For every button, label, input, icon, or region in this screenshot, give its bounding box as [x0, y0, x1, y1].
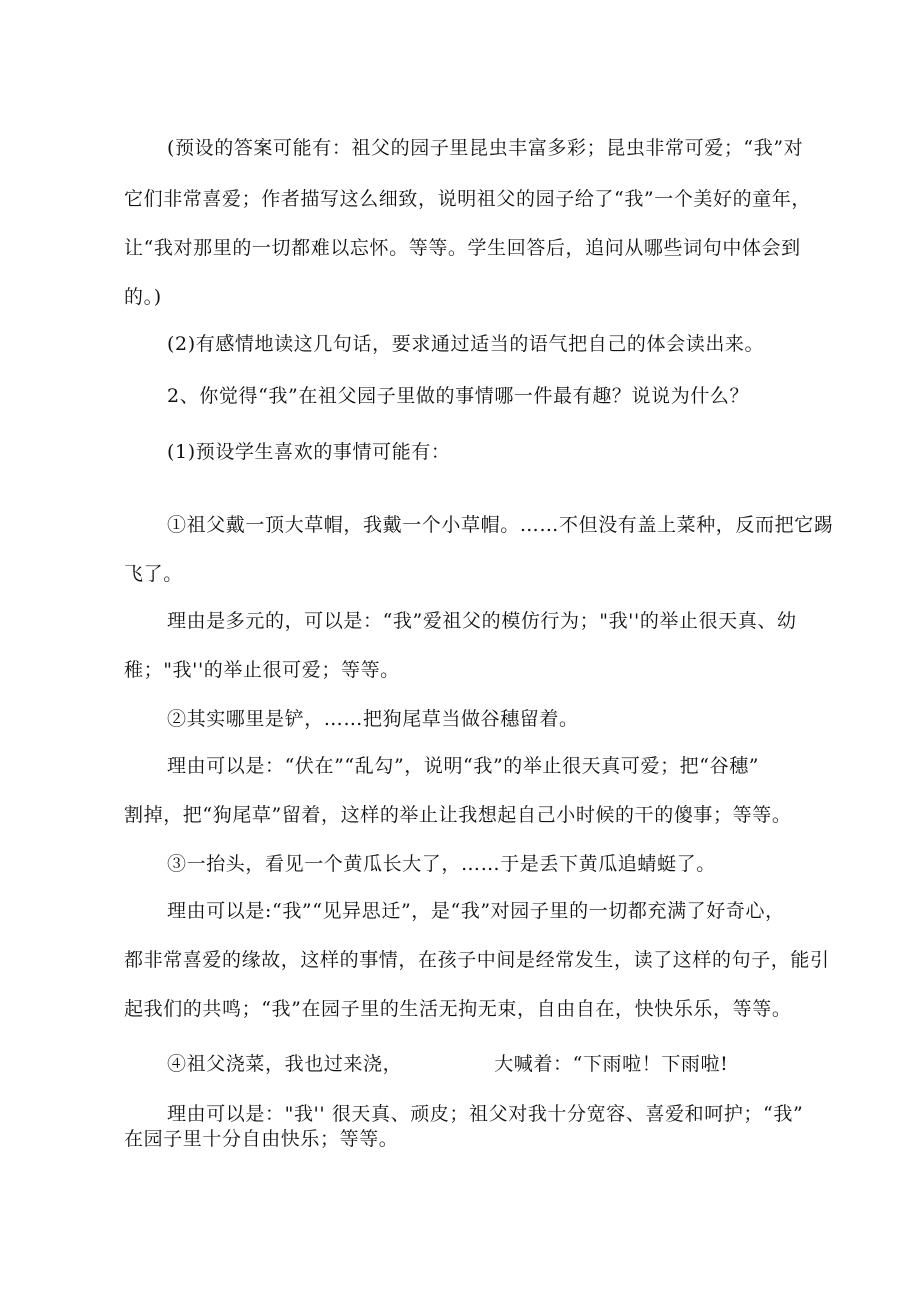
item-1-line-1: ①祖父戴一顶大草帽，我戴一个小草帽。……不但没有盖上菜种，反而把它踢	[167, 514, 834, 536]
reason-2-line-2: 割掉，把“狗尾草”留着，这样的举止让我想起自己小时候的干的傻事；等等。	[124, 804, 792, 826]
item-4-line-1	[167, 1052, 728, 1076]
item-1-line-2: 飞了。	[124, 563, 183, 585]
paragraph-preset-likes: (1)预设学生喜欢的事情可能有：	[167, 441, 451, 463]
paragraph-preset-answer-line-3: 让“我对那里的一切都难以忘怀。等等。学生回答后，追问从哪些词句中体会到	[124, 237, 801, 259]
reason-1-line-1: 理由是多元的，可以是：“我”爱祖父的模仿行为；"我''的举止很天真、幼	[167, 610, 797, 632]
reason-4-line-1: 理由可以是："我'' 很天真、顽皮；祖父对我十分宽容、喜爱和呵护；“我”	[167, 1103, 804, 1125]
reason-4-line-2: 在园子里十分自由快乐；等等。	[124, 1128, 399, 1150]
reason-2-line-1: 理由可以是：“伏在”“乱勾”，说明“我”的举止很天真可爱；把“谷穗”	[167, 755, 760, 777]
paragraph-read-with-feeling: (2)有感情地读这几句话，要求通过适当的语气把自己的体会读出来。	[167, 333, 765, 355]
item-4-part-1: ④祖父浇菜，我也过来浇，	[167, 1053, 403, 1075]
item-3-line-1: ③一抬头，看见一个黄瓜长大了，……于是丢下黄瓜追蜻蜓了。	[167, 853, 716, 875]
question-2-heading: 2、你觉得“我”在祖父园子里做的事情哪一件最有趣？说说为什么？	[167, 385, 750, 407]
item-2-line-1: ②其实哪里是铲，……把狗尾草当做谷穗留着。	[167, 708, 579, 730]
reason-3-line-2: 都非常喜爱的缘故，这样的事情，在孩子中间是经常发生，读了这样的句子，能引	[124, 949, 830, 971]
paragraph-preset-answer-line-2: 它们非常喜爱；作者描写这么细致，说明祖父的园子给了“我”一个美好的童年，	[124, 188, 812, 210]
reason-3-line-3: 起我们的共鸣；“我”在园子里的生活无拘无束，自由自在，快快乐乐，等等。	[124, 998, 792, 1020]
paragraph-preset-answer-line-1: (预设的答案可能有：祖父的园子里昆虫丰富多彩；昆虫非常可爱；“我”对	[167, 137, 804, 159]
reason-1-line-2: 稚；"我''的举止很可爱；等等。	[124, 659, 400, 681]
reason-3-line-1: 理由可以是:“我”“见异思迁”，是“我”对园子里的一切都充满了好奇心，	[167, 900, 785, 922]
paragraph-preset-answer-line-4: 的。)	[124, 286, 162, 308]
item-4-part-2: 大喊着：“下雨啦！下雨啦!	[494, 1053, 729, 1075]
